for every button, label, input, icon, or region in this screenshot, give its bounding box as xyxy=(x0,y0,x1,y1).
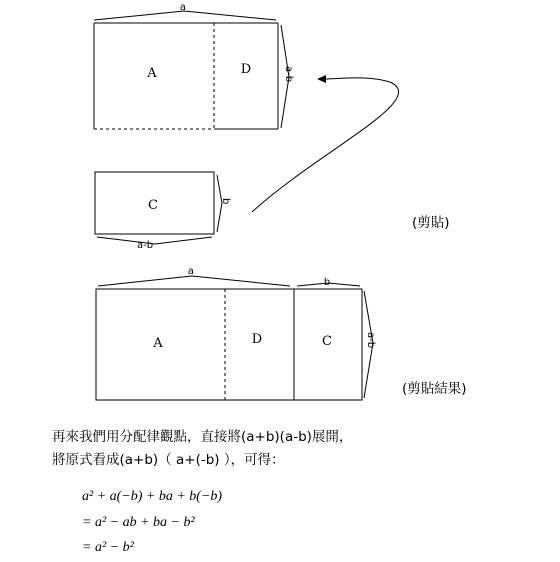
c-label-side: b xyxy=(220,198,231,205)
bottom-label-side: a-b xyxy=(365,332,376,349)
caption-result: (剪貼結果) xyxy=(402,381,467,397)
c-brace-bottom xyxy=(97,237,212,244)
bottom-rect-group xyxy=(96,266,376,400)
bottom-label-C: C xyxy=(322,334,332,349)
bottom-label-b: b xyxy=(323,277,331,288)
top-label-D: D xyxy=(240,62,252,77)
arrow-head xyxy=(317,75,326,83)
explanation-line-1: 再來我們用分配律觀點，直接將(a+b)(a-b)展開， xyxy=(52,429,353,445)
c-label-C: C xyxy=(148,198,158,213)
explanation-line-2: 將原式看成(a+b)（ a+(-b) ），可得： xyxy=(52,452,285,468)
c-rect-group xyxy=(95,172,231,251)
equation-line-2: = a² − ab + ba − b² xyxy=(82,515,195,530)
move-arrow xyxy=(252,75,399,212)
equation-line-3: = a² − b² xyxy=(82,540,134,555)
bottom-label-D: D xyxy=(251,332,263,347)
top-rect-group xyxy=(94,2,294,129)
bottom-brace-a xyxy=(98,276,290,286)
top-label-side: a-b xyxy=(283,66,294,83)
c-label-bottom: a-b xyxy=(136,240,154,251)
top-label-a: a xyxy=(179,2,187,13)
equation-line-1: a² + a(−b) + ba + b(−b) xyxy=(82,489,223,504)
caption-cut: (剪貼) xyxy=(412,215,450,231)
arrow-curve xyxy=(252,78,399,212)
top-label-A: A xyxy=(147,66,157,81)
bottom-label-A: A xyxy=(153,336,163,351)
bottom-label-a: a xyxy=(187,266,195,277)
